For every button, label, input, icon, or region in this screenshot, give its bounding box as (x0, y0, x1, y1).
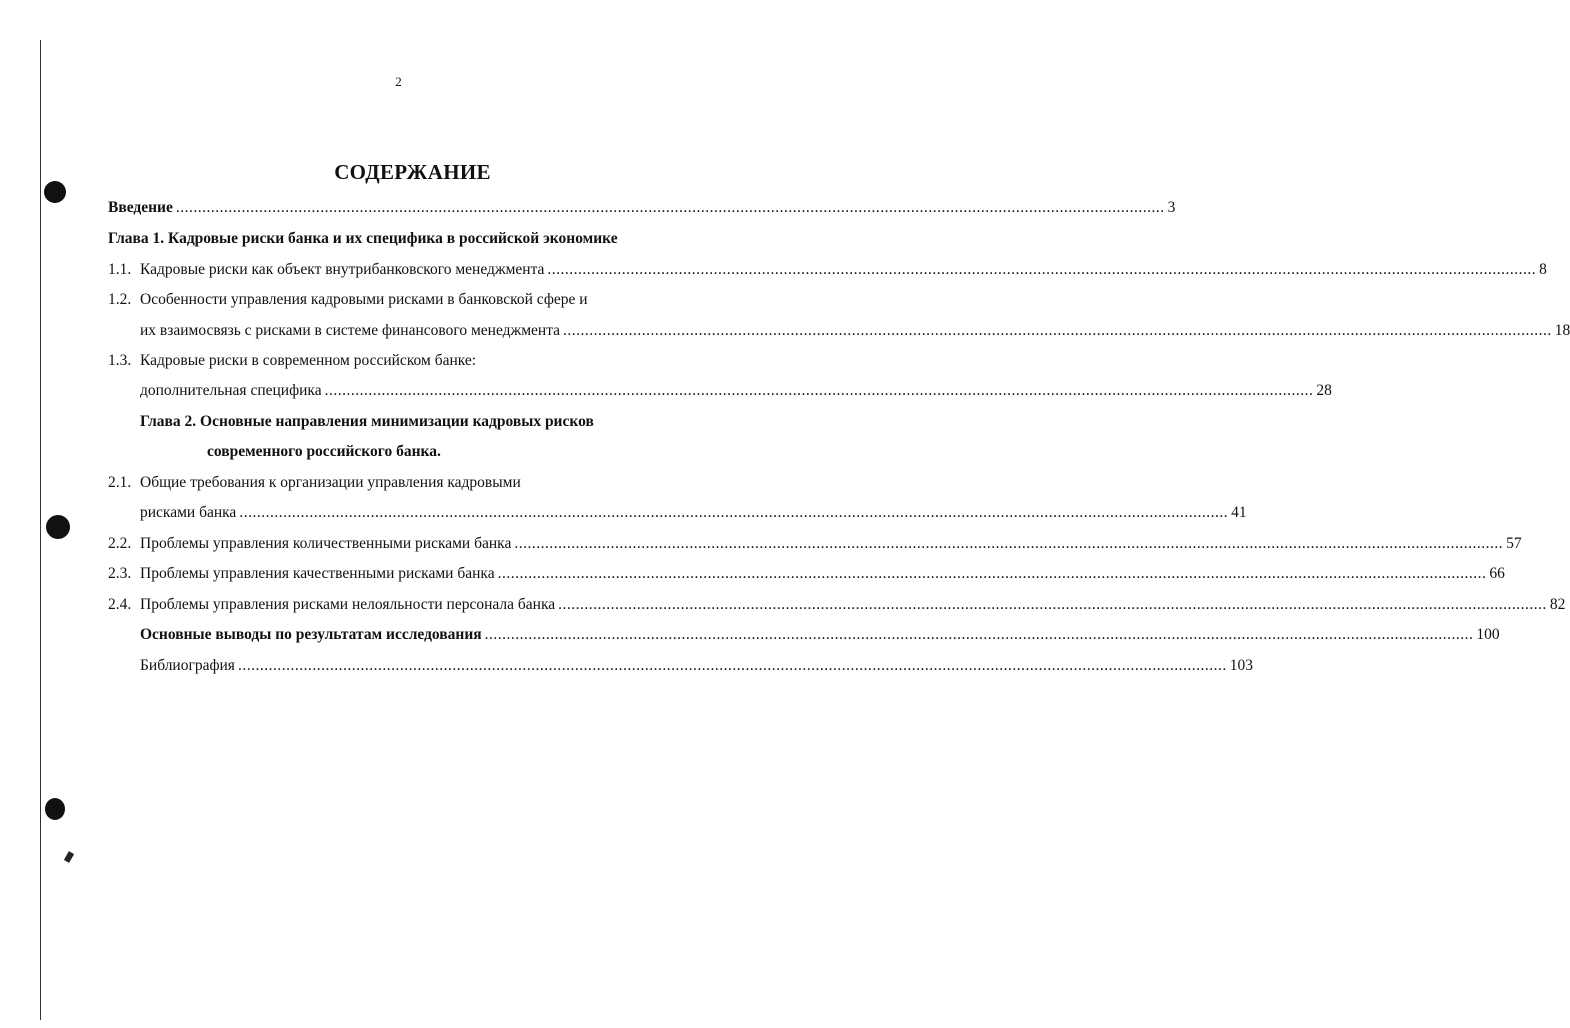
toc-entry-page: 8 (1539, 261, 1547, 278)
dot-leader: .................................................................................................................................................................................................................................. (484, 626, 1474, 643)
toc-entry-page: 18 (1554, 322, 1570, 339)
section-number: 1.2. (108, 291, 132, 308)
toc-chapter-2-heading-line-2[interactable]: современного российского банка. (207, 443, 441, 460)
binder-hole-mark-bottom (45, 798, 65, 820)
dot-leader: .................................................................................................................................................................................................................................. (239, 504, 1229, 521)
toc-entry-2-1-line-2[interactable] (140, 503, 1247, 523)
scan-margin-line (40, 40, 41, 1020)
toc-chapter-1-heading[interactable]: Глава 1. Кадровые риски банка и их специфика в российской экономике (108, 230, 618, 247)
toc-entry-2-2[interactable] (108, 534, 1522, 554)
section-number: 1.1. (108, 261, 132, 278)
toc-entry-label: Особенности управления кадровыми рисками в банковской сфере и (140, 291, 588, 308)
dot-leader: .................................................................................................................................................................................................................................. (547, 261, 1537, 278)
section-number: 1.3. (108, 352, 132, 369)
toc-entry-label: Общие требования к организации управления кадровыми (140, 474, 521, 491)
section-number: 2.3. (108, 565, 132, 582)
toc-entry-2-1-line-1[interactable] (108, 473, 521, 493)
toc-entry-2-3[interactable] (108, 564, 1505, 584)
dot-leader: .................................................................................................................................................................................................................................. (237, 657, 1227, 674)
dot-leader: .................................................................................................................................................................................................................................. (324, 382, 1314, 399)
toc-entry-label: Проблемы управления рисками нелояльности персонала банка (140, 596, 556, 613)
toc-entry-label: их взаимосвязь с рисками в системе финансового менеджмента (140, 322, 561, 339)
toc-entry-label: Проблемы управления качественными рисками банка (140, 565, 495, 582)
dot-leader: .................................................................................................................................................................................................................................. (497, 565, 1487, 582)
toc-entry-label: Кадровые риски как объект внутрибанковского менеджмента (140, 261, 545, 278)
toc-entry-conclusions[interactable] (140, 625, 1500, 645)
toc-entry-page: 28 (1316, 382, 1332, 399)
toc-entry-page: 100 (1476, 626, 1500, 643)
dot-leader: .................................................................................................................................................................................................................................. (558, 596, 1547, 613)
section-number: 2.4. (108, 596, 132, 613)
toc-entry-label: Введение (108, 199, 173, 216)
toc-entry-1-3-line-2[interactable] (140, 381, 1332, 401)
toc-entry-page: 103 (1229, 657, 1253, 674)
toc-chapter-2-heading-line-1[interactable]: Глава 2. Основные направления минимизации кадровых рисков (140, 413, 594, 430)
section-number: 2.1. (108, 474, 132, 491)
toc-entry-2-4[interactable] (108, 595, 1566, 615)
toc-title: СОДЕРЖАНИЕ (334, 160, 491, 184)
toc-entry-label: дополнительная специфика (140, 382, 322, 399)
toc-entry-page: 3 (1167, 199, 1176, 216)
toc-entry-intro[interactable] (108, 198, 1176, 218)
dot-leader: .................................................................................................................................................................................................................................. (175, 199, 1165, 216)
toc-entry-bibliography[interactable] (140, 656, 1253, 676)
toc-entry-label: Кадровые риски в современном российском банке: (140, 352, 477, 369)
toc-entry-page: 57 (1506, 535, 1522, 552)
dot-leader: .................................................................................................................................................................................................................................. (514, 535, 1504, 552)
toc-entry-1-1[interactable] (108, 260, 1547, 280)
toc-entry-1-3-line-1[interactable] (108, 351, 476, 371)
toc-entry-page: 66 (1489, 565, 1505, 582)
scan-speck (64, 851, 74, 863)
binder-hole-mark-middle (46, 515, 70, 539)
page-number: 2 (395, 74, 402, 89)
toc-entry-1-2-line-2[interactable] (140, 321, 1570, 341)
toc-entry-label: рисками банка (140, 504, 237, 521)
toc-entry-label: Проблемы управления количественными рисками банка (140, 535, 512, 552)
toc-entry-label: Библиография (140, 657, 235, 674)
section-number: 2.2. (108, 535, 132, 552)
toc-entry-label: Основные выводы по результатам исследования (140, 626, 482, 643)
dot-leader: .................................................................................................................................................................................................................................. (563, 322, 1552, 339)
toc-entry-page: 41 (1231, 504, 1247, 521)
toc-entry-page: 82 (1549, 596, 1566, 613)
toc-entry-1-2-line-1[interactable] (108, 290, 588, 310)
